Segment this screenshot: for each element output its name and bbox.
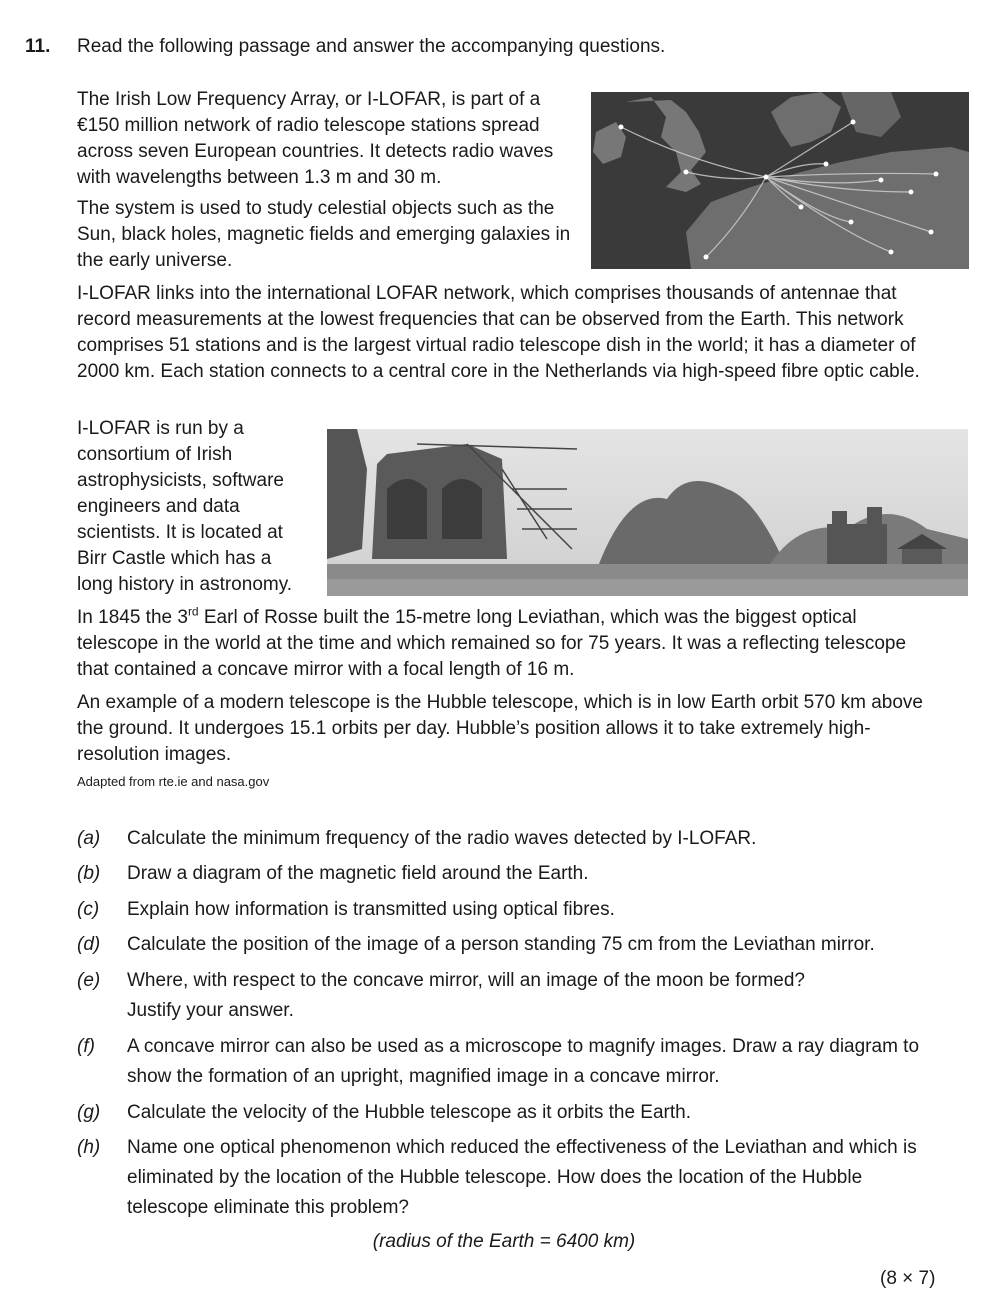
subquestion-text xyxy=(127,966,947,1026)
subquestion-label: (d) xyxy=(77,934,101,955)
subquestion-text: Calculate the position of the image of a person standing 75 cm from the Leviathan mirror. xyxy=(127,934,875,955)
subquestion-text: Draw a diagram of the magnetic field around the Earth. xyxy=(127,863,589,884)
subquestion-label: (f) xyxy=(77,1036,95,1057)
passage-paragraph-1: The Irish Low Frequency Array, or I-LOFAR, is part of a €150 million network of radio telescope stations spread across seven European countries. It detects radio waves with wavelengths between 1.3 m and 30 m. xyxy=(77,89,554,188)
passage-paragraph-3: I-LOFAR links into the international LOFAR network, which comprises thousands of antennae that record measurements at the lowest frequencies that can be observed from the Earth. This network comprises 51 stations and is the largest virtual radio telescope dish in the world; it has a diameter of 2000 km. Each station connects to a central core in the Netherlands via high-speed fibre optic cable. xyxy=(77,283,920,382)
passage-paragraph-4: I-LOFAR is run by a consortium of Irish astrophysicists, software engineers and data scientists. It is located at Birr Castle which has a long history in astronomy. xyxy=(77,418,293,595)
p5-text-end: Earl of Rosse built the 15-metre long Leviathan, which was the biggest optical telescope in the world at the time and which remained so for 75 years. It was a reflecting telescope that contained a concave mirror with a focal length of 16 m. xyxy=(77,607,907,680)
question-number: 11. xyxy=(25,36,51,57)
data-note: (radius of the Earth = 6400 km) xyxy=(372,1231,636,1252)
subquestion-text-line-2: Justify your answer. xyxy=(127,1000,294,1021)
subquestion-text: Calculate the minimum frequency of the radio waves detected by I-LOFAR. xyxy=(127,828,757,849)
subquestion-label: (e) xyxy=(77,970,101,991)
passage-paragraph-6: An example of a modern telescope is the Hubble telescope, which is in low Earth orbit 570 km above the ground. It undergoes 15.1 orbits per day. Hubble’s position allows it to take extremely high-resolution images. xyxy=(77,692,923,765)
subquestion-text: Calculate the velocity of the Hubble telescope as it orbits the Earth. xyxy=(127,1102,691,1123)
subquestion-label: (g) xyxy=(77,1102,101,1123)
lofar-network-map xyxy=(591,92,969,269)
leviathan-telescope-image xyxy=(327,429,968,596)
birr-castle-photo xyxy=(327,429,968,596)
subquestion-text-line-1: Where, with respect to the concave mirror, will an image of the moon be formed? xyxy=(127,970,805,991)
subquestion-label: (b) xyxy=(77,863,101,884)
subquestion-text: A concave mirror can also be used as a microscope to magnify images. Draw a ray diagram to show the formation of an upright, magnified image in a concave mirror. xyxy=(127,1036,920,1087)
passage-paragraph-2: The system is used to study celestial objects such as the Sun, black holes, magnetic fields and emerging galaxies in the early universe. xyxy=(77,198,571,271)
p5-text-start: In 1845 the 3 xyxy=(77,607,188,628)
passage-paragraph-5 xyxy=(77,605,937,683)
subquestion-label: (h) xyxy=(77,1137,101,1158)
subquestion-text: Explain how information is transmitted using optical fibres. xyxy=(127,899,615,920)
marks-allocation: (8 × 7) xyxy=(880,1268,936,1289)
subquestion-label: (a) xyxy=(77,828,101,849)
question-intro: Read the following passage and answer the accompanying questions. xyxy=(77,36,666,57)
subquestion-text: Name one optical phenomenon which reduced the effectiveness of the Leviathan and which is eliminated by the location of the Hubble telescope. How does the location of the Hubble telescope eliminate this problem? xyxy=(127,1137,917,1218)
ordinal-superscript: rd xyxy=(187,604,199,619)
subquestion-label: (c) xyxy=(77,899,100,920)
europe-map-image xyxy=(591,92,969,269)
source-credit: Adapted from rte.ie and nasa.gov xyxy=(77,774,270,789)
